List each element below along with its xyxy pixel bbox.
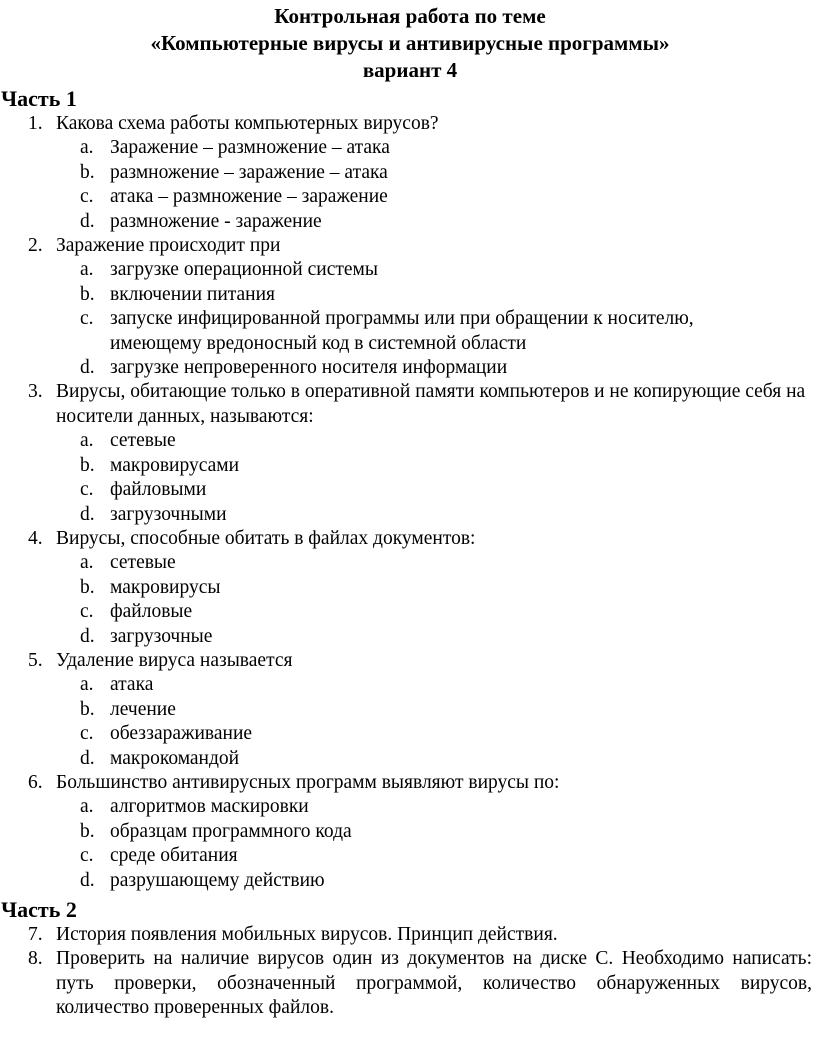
question-number: 3. <box>28 381 43 403</box>
question-7 <box>0 923 816 947</box>
option-letter: d. <box>80 625 95 647</box>
option-text: файловые <box>110 601 193 623</box>
option-a <box>0 429 816 453</box>
question-6 <box>0 771 816 795</box>
option-text: загрузочными <box>110 503 227 525</box>
option-c <box>0 600 816 624</box>
question-number: 7. <box>28 924 43 945</box>
title-line-3: вариант 4 <box>362 58 458 82</box>
option-text: файловыми <box>110 479 207 501</box>
option-d <box>0 625 816 649</box>
question-8 <box>0 947 816 1020</box>
option-text: атака – размножение – заражение <box>110 186 388 208</box>
option-letter: b. <box>80 283 95 305</box>
option-letter: c. <box>80 186 94 208</box>
option-c <box>0 722 816 746</box>
option-letter: d. <box>80 503 95 525</box>
option-text: запуске инфицированной программы или при обращении к носителю, имеющему вредоносный код в системной области <box>110 308 694 354</box>
option-letter: c. <box>80 845 94 867</box>
option-text: загрузке операционной системы <box>110 259 378 281</box>
option-letter: b. <box>80 820 95 842</box>
option-letter: a. <box>80 430 94 452</box>
option-letter: d. <box>80 869 95 891</box>
option-text: алгоритмов маскировки <box>110 796 309 818</box>
option-c <box>0 307 816 356</box>
part-2-heading: Часть 2 <box>1 897 77 922</box>
question-number: 4. <box>28 527 43 549</box>
option-a <box>0 136 816 160</box>
question-2 <box>0 234 816 258</box>
question-5 <box>0 649 816 673</box>
option-letter: c. <box>80 601 94 623</box>
option-a <box>0 795 816 819</box>
option-text: загрузке непроверенного носителя информации <box>110 357 508 379</box>
question-1 <box>0 112 816 136</box>
option-letter: c. <box>80 723 94 745</box>
option-text: загрузочные <box>110 625 213 647</box>
question-text: Большинство антивирусных программ выявляют вирусы по: <box>56 771 560 793</box>
question-text: Заражение происходит при <box>56 235 281 257</box>
question-text: История появления мобильных вирусов. Принцип действия. <box>56 924 558 945</box>
option-text: лечение <box>110 698 176 720</box>
option-d <box>0 356 816 380</box>
option-b <box>0 454 816 478</box>
option-c <box>0 185 816 209</box>
option-text: макровирусы <box>110 576 221 598</box>
option-c <box>0 844 816 868</box>
title-line-2: «Компьютерные вирусы и антивирусные программы» <box>150 31 670 55</box>
question-number: 2. <box>28 235 43 257</box>
option-d <box>0 210 816 234</box>
option-b <box>0 161 816 185</box>
option-b <box>0 576 816 600</box>
option-letter: b. <box>80 698 95 720</box>
question-number: 6. <box>28 771 43 793</box>
option-d <box>0 747 816 771</box>
option-letter: d. <box>80 210 95 232</box>
option-text: образцам программного кода <box>110 820 352 842</box>
option-letter: b. <box>80 454 95 476</box>
option-d <box>0 869 816 893</box>
option-letter: c. <box>80 479 94 501</box>
option-letter: b. <box>80 576 95 598</box>
option-text: разрушающему действию <box>110 869 325 891</box>
question-4-options <box>0 551 816 649</box>
option-text: размножение - заражение <box>110 210 322 232</box>
option-letter: a. <box>80 137 94 159</box>
question-text: Удаление вируса называется <box>56 649 293 671</box>
option-text: сетевые <box>110 430 176 452</box>
question-text: Вирусы, обитающие только в оперативной памяти компьютеров и не копирующие себя на носители данных, называются: <box>56 381 806 427</box>
option-letter: a. <box>80 796 94 818</box>
option-b <box>0 698 816 722</box>
option-text: макрокомандой <box>110 747 240 769</box>
option-d <box>0 503 816 527</box>
option-c <box>0 478 816 502</box>
part-2-questions <box>0 923 816 1021</box>
question-text: Вирусы, способные обитать в файлах документов: <box>56 527 476 549</box>
option-letter: a. <box>80 259 94 281</box>
option-text: сетевые <box>110 552 176 574</box>
question-2-options <box>0 258 816 380</box>
part-1-questions <box>0 112 816 893</box>
question-6-options <box>0 795 816 893</box>
option-text: макровирусами <box>110 454 240 476</box>
option-letter: a. <box>80 552 94 574</box>
question-number: 8. <box>28 948 43 970</box>
option-b <box>0 283 816 307</box>
option-text: включении питания <box>110 283 276 305</box>
option-text: Заражение – размножение – атака <box>110 137 390 159</box>
option-text: атака <box>110 674 154 696</box>
question-text: Какова схема работы компьютерных вирусов? <box>56 113 439 134</box>
question-1-options <box>0 136 816 234</box>
title-line-1: Контрольная работа по теме <box>274 4 546 28</box>
document-title <box>4 0 816 84</box>
option-text: размножение – заражение – атака <box>110 161 388 183</box>
question-number: 5. <box>28 649 43 671</box>
option-a <box>0 673 816 697</box>
option-text: обеззараживание <box>110 723 253 745</box>
option-b <box>0 820 816 844</box>
option-letter: b. <box>80 161 95 183</box>
option-text: среде обитания <box>110 845 238 867</box>
question-5-options <box>0 673 816 771</box>
question-number: 1. <box>28 113 43 134</box>
option-letter: c. <box>80 308 94 330</box>
option-letter: d. <box>80 747 95 769</box>
question-text: Проверить на наличие вирусов один из документов на диске С. Необходимо написать: путь проверки, обозначенный программой, количество обнаруженных вирусов, количество проверенных файлов. <box>56 948 812 1019</box>
option-letter: d. <box>80 357 95 379</box>
option-a <box>0 551 816 575</box>
question-3 <box>0 380 816 429</box>
question-3-options <box>0 429 816 527</box>
option-a <box>0 258 816 282</box>
part-1-heading: Часть 1 <box>1 86 77 111</box>
option-letter: a. <box>80 674 94 696</box>
question-4 <box>0 527 816 551</box>
